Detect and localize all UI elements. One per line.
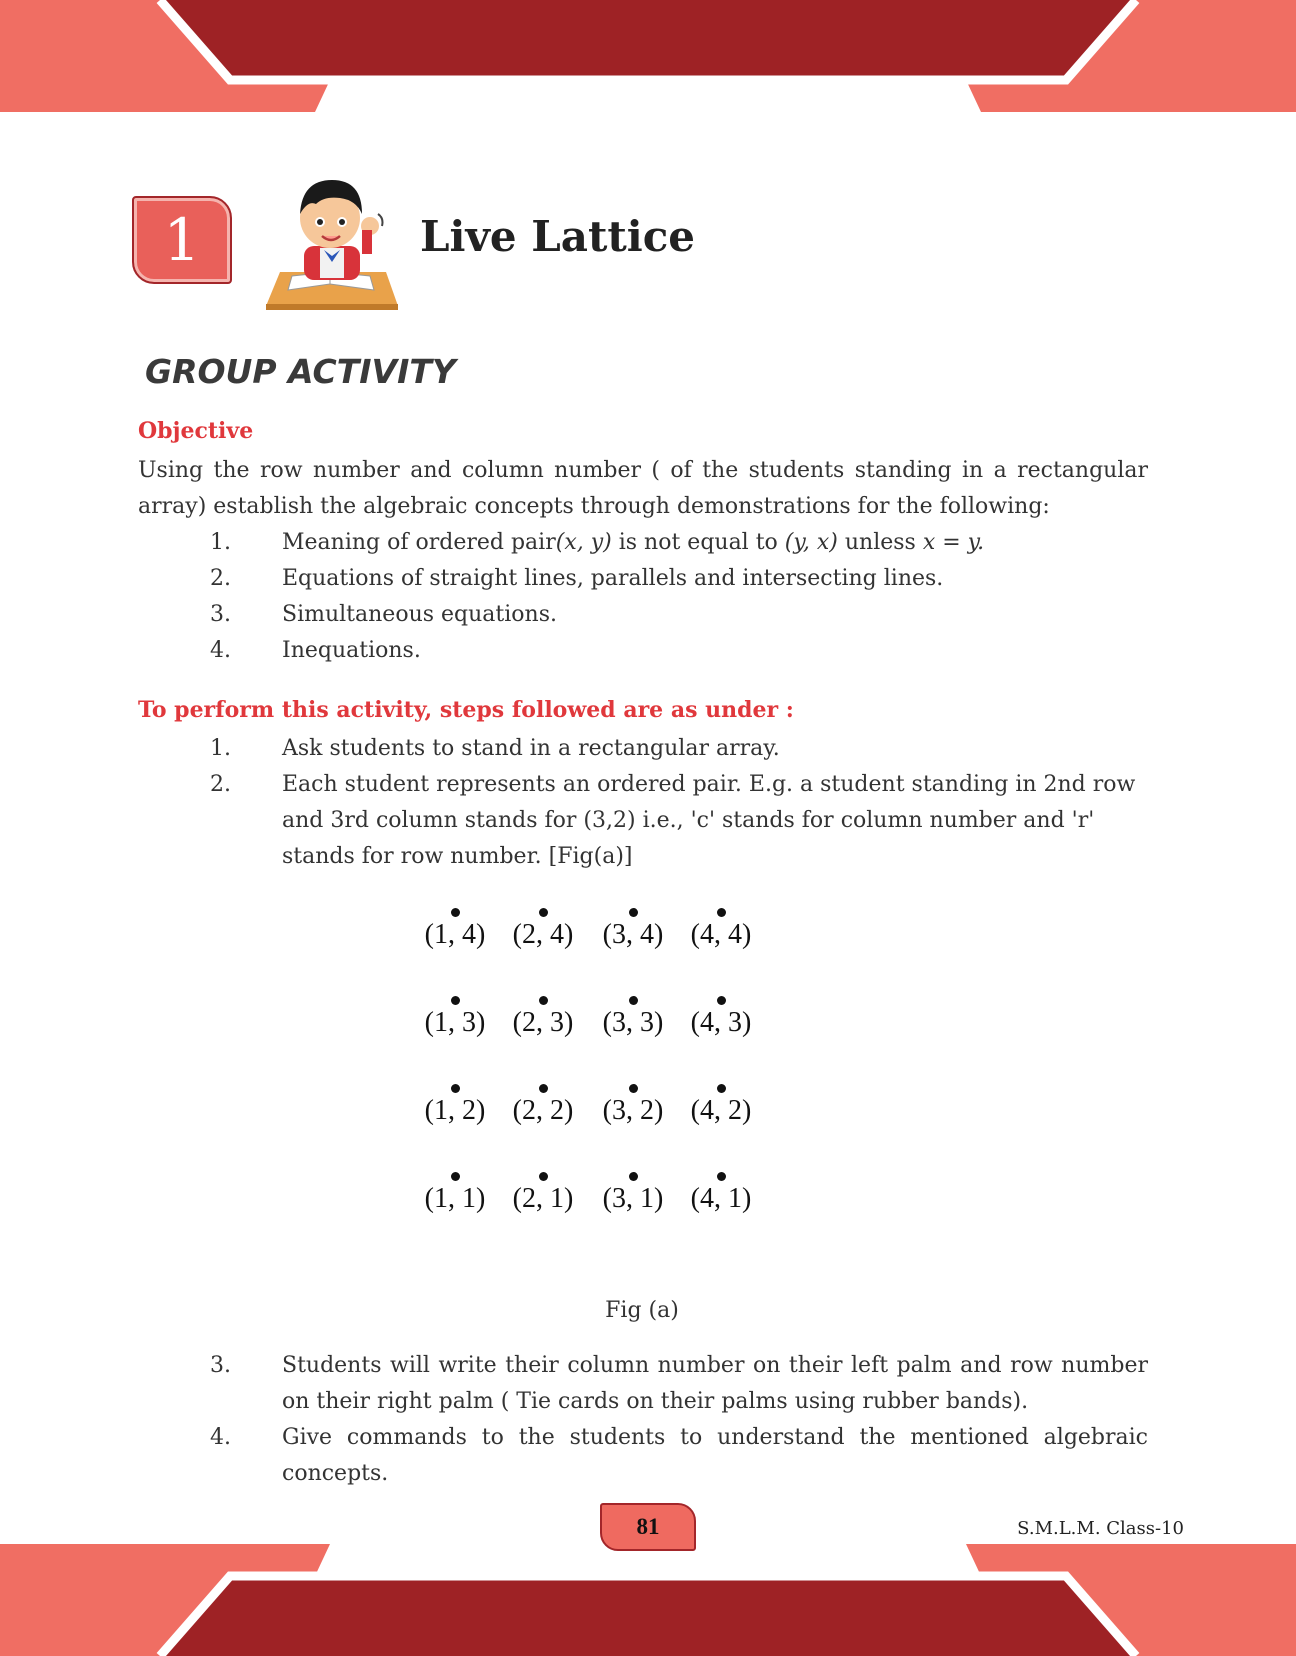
lattice-dot [717, 1172, 726, 1181]
list-text: Ask students to stand in a rectangular array. [282, 736, 780, 761]
lattice-label: (3, 3) [602, 1007, 664, 1038]
list-item [0, 561, 1296, 597]
lattice-dot [717, 908, 726, 917]
lattice-label: (1, 1) [424, 1183, 486, 1214]
text-run: is not equal to [611, 530, 785, 555]
text-run: unless [837, 530, 923, 555]
math-expression: x = y. [922, 530, 985, 555]
lattice-label: (1, 3) [424, 1007, 486, 1038]
text-run: Meaning of ordered pair [282, 530, 556, 555]
lattice-dot [451, 1172, 460, 1181]
list-item [0, 1420, 1296, 1492]
lattice-label: (2, 3) [512, 1007, 574, 1038]
list-number: 4. [210, 1425, 231, 1450]
lattice-point [410, 1084, 500, 1127]
list-item [0, 731, 1296, 767]
lattice-label: (2, 2) [512, 1095, 574, 1126]
lattice-point [410, 1172, 500, 1215]
lattice-dot [629, 1172, 638, 1181]
list-number: 3. [210, 1353, 231, 1378]
ordered-pair-lattice-figure [410, 908, 770, 1248]
list-text: Give commands to the students to understand the mentioned algebraic concepts. [282, 1425, 1148, 1486]
list-number: 2. [210, 566, 231, 591]
list-text: Students will write their column number on their left palm and row number on their right palm ( Tie cards on their palms using rubber bands). [282, 1353, 1148, 1414]
lattice-dot [539, 996, 548, 1005]
lattice-label: (2, 4) [512, 919, 574, 950]
lattice-label: (4, 4) [690, 919, 752, 950]
boy-reading-illustration [262, 166, 402, 310]
lattice-point [676, 996, 766, 1039]
steps-list-continued [0, 1348, 1296, 1492]
list-item [0, 633, 1296, 669]
lattice-dot [539, 908, 548, 917]
list-text: Inequations. [282, 638, 421, 663]
lattice-label: (1, 4) [424, 919, 486, 950]
lattice-point [498, 1172, 588, 1215]
lattice-dot [451, 996, 460, 1005]
list-number: 1. [210, 530, 231, 555]
steps-list [0, 731, 1296, 875]
lattice-label: (1, 2) [424, 1095, 486, 1126]
lattice-dot [539, 1084, 548, 1093]
list-item [0, 767, 1296, 875]
steps-heading: To perform this activity, steps followed are as under : [138, 697, 794, 723]
top-decorative-band [0, 0, 1296, 112]
list-text: Equations of straight lines, parallels and intersecting lines. [282, 566, 944, 591]
lattice-point [676, 908, 766, 951]
lattice-point [588, 996, 678, 1039]
lattice-dot [629, 908, 638, 917]
list-item [0, 1348, 1296, 1420]
lattice-point [588, 1172, 678, 1215]
objective-heading: Objective [138, 418, 254, 444]
lattice-dot [451, 1084, 460, 1093]
lattice-label: (3, 4) [602, 919, 664, 950]
chapter-title: Live Lattice [420, 212, 696, 261]
chapter-number-badge: 1 [132, 196, 232, 284]
bottom-decorative-band [0, 1544, 1296, 1656]
page-number-badge: 81 [600, 1503, 696, 1551]
section-heading: GROUP ACTIVITY [145, 352, 456, 391]
lattice-point [410, 908, 500, 951]
lattice-point [676, 1084, 766, 1127]
list-number: 2. [210, 772, 231, 797]
lattice-dot [629, 1084, 638, 1093]
lattice-label: (3, 2) [602, 1095, 664, 1126]
lattice-label: (4, 3) [690, 1007, 752, 1038]
lattice-point [498, 908, 588, 951]
lattice-label: (3, 1) [602, 1183, 664, 1214]
figure-caption: Fig (a) [605, 1298, 679, 1323]
lattice-dot [717, 1084, 726, 1093]
lattice-point [498, 1084, 588, 1127]
lattice-dot [451, 908, 460, 917]
lattice-point [676, 1172, 766, 1215]
footer-class-label: S.M.L.M. Class-10 [1017, 1518, 1184, 1539]
math-expression: (x, y) [555, 530, 612, 555]
objective-paragraph: Using the row number and column number ( of the students standing in a rectangular array) establish the algebraic concepts through demonstrations for the following: [138, 458, 1148, 519]
list-number: 3. [210, 602, 231, 627]
lattice-point [588, 908, 678, 951]
lattice-label: (4, 1) [690, 1183, 752, 1214]
lattice-point [588, 1084, 678, 1127]
list-text: Each student represents an ordered pair. E.g. a student standing in 2nd row and 3rd column stands for (3,2) i.e., 'c' stands for column number and 'r' stands for row number. [Fig(a)] [282, 772, 1136, 869]
lattice-point [410, 996, 500, 1039]
lattice-dot [717, 996, 726, 1005]
list-number: 4. [210, 638, 231, 663]
math-expression: (y, x) [784, 530, 838, 555]
objective-list [0, 525, 1296, 669]
list-number: 1. [210, 736, 231, 761]
lattice-dot [539, 1172, 548, 1181]
list-text [282, 525, 1148, 561]
lattice-label: (4, 2) [690, 1095, 752, 1126]
list-item [0, 525, 1296, 561]
list-item [0, 597, 1296, 633]
lattice-dot [629, 996, 638, 1005]
lattice-point [498, 996, 588, 1039]
list-text: Simultaneous equations. [282, 602, 557, 627]
lattice-label: (2, 1) [512, 1183, 574, 1214]
